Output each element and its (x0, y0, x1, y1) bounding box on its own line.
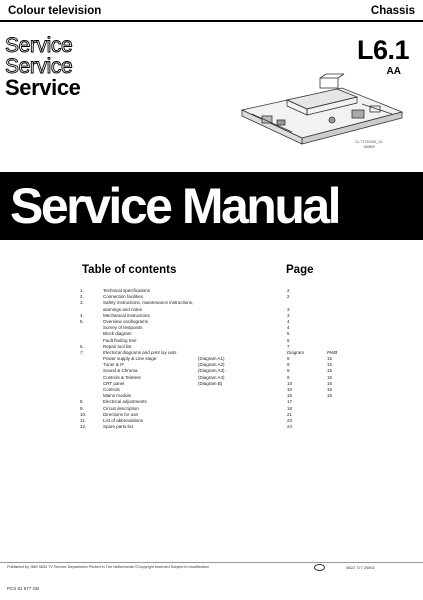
toc-label: Controls & Teletext (103, 374, 141, 380)
image-caption-line-2: 190899 (363, 144, 375, 149)
footer-publisher: Published by JNM 9833 TV Service Department Printed in The Netherlands ©Copyright reserved Subject to modification (7, 565, 209, 569)
page-column-heading: Page (286, 264, 314, 276)
toc-number: 1. (80, 288, 84, 293)
toc-diagram: (Diagram A2) (198, 362, 225, 368)
toc-number: 2. (80, 294, 84, 300)
toc-pwb: 15 (327, 356, 333, 362)
toc-label: Technical specifications (103, 288, 151, 293)
image-caption-line-1: CL 77722040_1/1 (355, 140, 383, 144)
toc-number: 12. (80, 424, 87, 430)
toc-page: 9 (287, 368, 290, 374)
toc-number: 9. (80, 405, 84, 411)
toc-label: Safety instructions, maintenance instructions, (103, 300, 194, 306)
toc-label: Circuit description (103, 405, 139, 411)
toc-pwb: 16 (327, 387, 333, 392)
toc-page: 9 (287, 362, 290, 368)
toc-page: 3 (287, 306, 290, 312)
toc-pwb: 16 (327, 393, 333, 399)
toc-number: 4. (80, 312, 84, 318)
toc-pwb: PWB (327, 349, 338, 355)
toc-label: Tuner & IF (103, 362, 125, 368)
toc-heading: Table of contents (82, 264, 177, 276)
toc-number: 8. (80, 399, 84, 405)
toc-page: 6 (287, 337, 290, 343)
philips-logo-icon (314, 564, 325, 571)
service-manual-banner: Service Manual (0, 172, 423, 240)
toc-pwb: 16 (327, 380, 333, 386)
toc-page: 9 (287, 374, 290, 380)
toc-label: warnings and notes (103, 306, 143, 312)
chassis-label: Chassis (370, 5, 415, 17)
toc-label: Electrical diagrams and print lay outs (103, 349, 177, 355)
toc-page: 3 (287, 312, 290, 318)
toc-label: Directions for use (103, 411, 139, 417)
toc-label: Electrical adjustments (103, 399, 147, 405)
toc-page: 4 (287, 318, 290, 324)
toc-diagram: (Diagram A3) (198, 368, 225, 374)
toc-label: Block diagram (103, 331, 132, 337)
toc-diagram: (Diagram B) (198, 380, 223, 386)
toc-page: 16 (287, 393, 293, 399)
toc-pwb: 15 (327, 368, 333, 374)
document-category: Colour television (8, 5, 102, 17)
toc-page: Diagram (287, 349, 305, 355)
toc-diagram: (Diagram A1) (198, 356, 225, 362)
toc-label: Controls (103, 387, 120, 392)
toc-label: Connection facilities (103, 294, 144, 300)
toc-page: 18 (287, 405, 293, 411)
toc-page: 2 (287, 288, 290, 293)
toc-number: 7. (80, 349, 84, 355)
service-word-bold: Service (5, 75, 81, 100)
toc-label: Spare parts list (103, 424, 134, 430)
service-word-outline-1: Service (5, 34, 73, 57)
image-caption (344, 140, 394, 149)
chassis-illustration (232, 70, 412, 145)
toc-page: 5 (287, 331, 290, 337)
toc-label: List of abbreviations (103, 417, 144, 423)
model-number: L6.1 (356, 35, 409, 65)
toc-row (80, 424, 400, 430)
toc-label: Mechanical instructions (103, 312, 150, 318)
table-of-contents (80, 288, 400, 430)
toc-page: 21 (287, 411, 293, 417)
toc-number: 11. (80, 417, 86, 423)
toc-page: 24 (287, 424, 293, 430)
header-divider (0, 20, 423, 22)
toc-pwb: 15 (327, 374, 333, 380)
toc-page: 23 (287, 417, 293, 423)
toc-label: Overview oscillograms (103, 318, 149, 324)
footer-code: 4822 727 20801 (346, 565, 375, 570)
toc-label: Sound & Chroma (103, 368, 138, 374)
toc-number: 6. (80, 343, 84, 349)
footer-divider (0, 562, 423, 563)
toc-number: 5. (80, 318, 84, 324)
toc-page: 9 (287, 356, 290, 362)
toc-diagram: (Diagram A4) (198, 374, 225, 380)
toc-page: 7 (287, 343, 290, 349)
toc-label: Fault finding tree (103, 337, 137, 343)
toc-label: CRT panel (103, 380, 125, 386)
toc-pwb: 15 (327, 362, 333, 368)
toc-page: 10 (287, 380, 293, 386)
model-variant: AA (386, 66, 401, 77)
service-word-outline-2: Service (5, 55, 73, 78)
toc-label: Repair tool list (103, 343, 132, 349)
toc-number: 10. (80, 411, 87, 417)
toc-label: Survey of testpoints (103, 325, 143, 331)
toc-number: 3. (80, 300, 84, 306)
toc-label: Power supply & Line stage (103, 356, 157, 362)
toc-page: 4 (287, 325, 290, 331)
toc-page: 10 (287, 387, 293, 392)
pcs-code: PCS 81 877 GB (7, 586, 40, 591)
toc-page: 17 (287, 399, 293, 405)
toc-label: Mains module (103, 393, 132, 399)
toc-page: 2 (287, 294, 290, 300)
